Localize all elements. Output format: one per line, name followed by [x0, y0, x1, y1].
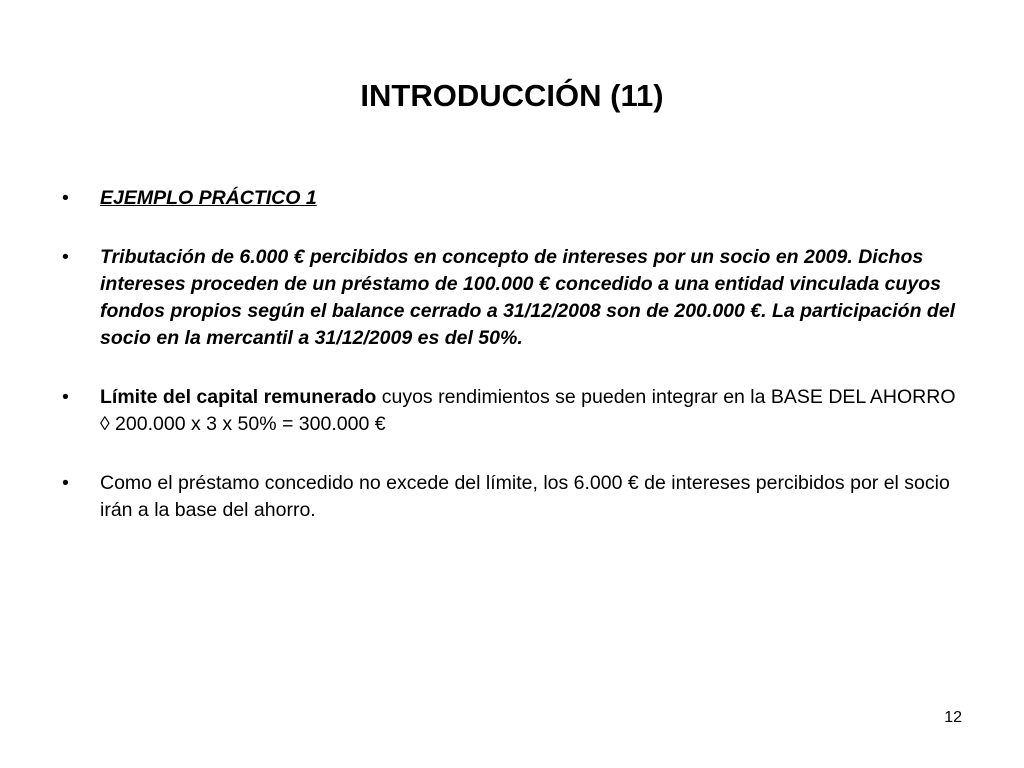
bullet-item-capital-limit: [62, 384, 967, 438]
bullet-item-example-statement: [62, 244, 967, 352]
bullet-item-example-heading: [62, 185, 967, 212]
page-number: 12: [944, 709, 962, 726]
bullet-icon: •: [62, 386, 69, 408]
bullet-item-conclusion: [62, 470, 967, 524]
capital-limit-label: Límite del capital remunerado: [100, 386, 377, 408]
bullet-icon: •: [62, 187, 69, 209]
bullet-icon: •: [62, 472, 69, 494]
capital-limit-text: cuyos rendimientos se pueden integrar en la BASE DEL AHORRO ◊ 200.000 x 3 x 50% = 300.000 €: [100, 386, 956, 435]
slide-title: INTRODUCCIÓN (11): [360, 78, 664, 113]
example-heading: EJEMPLO PRÁCTICO 1: [100, 187, 317, 209]
bullet-icon: •: [62, 246, 69, 268]
example-statement: Tributación de 6.000 € percibidos en concepto de intereses por un socio en 2009. Dichos intereses proceden de un préstamo de 100.000 € concedido a una entidad vinculada cuyos fondos propios según el balance cerrado a 31/12/2008 son de 200.000 €. La participación del socio en la mercantil a 31/12/2009 es del 50%.: [100, 246, 956, 349]
conclusion-text: Como el préstamo concedido no excede del límite, los 6.000 € de intereses percibidos por el socio irán a la base del ahorro.: [100, 472, 950, 521]
bullet-list: [62, 185, 967, 556]
